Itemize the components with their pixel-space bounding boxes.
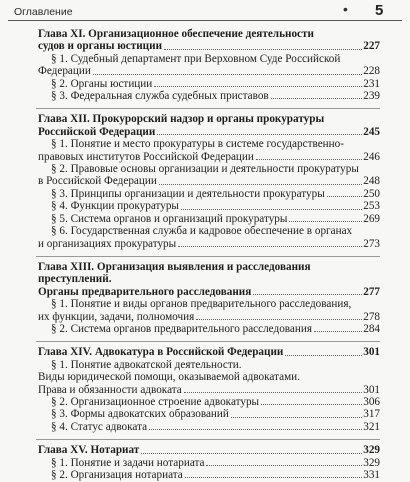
section-line (38, 323, 380, 335)
dot-leader (253, 294, 362, 295)
section-page-number: 331 (363, 469, 380, 481)
section-line (38, 469, 380, 481)
section-text-line: § 1. Понятие адвокатской деятельности. (51, 358, 242, 371)
section-page-number: 253 (363, 200, 380, 213)
dot-leader (157, 134, 362, 135)
dot-leader (164, 49, 362, 50)
chapter-title-text: Органы предварительного расследования (38, 285, 252, 298)
chapter-page-number: 277 (363, 285, 380, 298)
chapter-block (38, 346, 380, 433)
toc-entry[interactable] (38, 359, 380, 396)
section-page-number: 306 (363, 395, 380, 408)
dot-leader (314, 331, 362, 332)
section-line (38, 90, 380, 102)
chapter-title-text: Глава XV. Нотариат (38, 444, 140, 457)
chapter-separator (36, 108, 380, 109)
toc-entry[interactable] (38, 298, 380, 323)
section-title: § 2. Система органов предварительного расследования (51, 322, 313, 335)
toc-entry[interactable] (38, 90, 380, 102)
page-header (0, 0, 410, 22)
toc-entry[interactable] (38, 53, 380, 78)
section-page-number: 269 (363, 212, 380, 225)
section-text-line: в Российской Федерации (38, 175, 157, 188)
section-last-line (38, 151, 380, 163)
section-title: § 3. Формы адвокатских образований (51, 408, 229, 421)
chapter-page-number: 329 (363, 444, 380, 457)
toc-entry[interactable] (38, 163, 380, 188)
section-last-line (38, 65, 380, 77)
section-last-line (38, 384, 380, 396)
dot-leader (141, 453, 362, 454)
toc-entry[interactable] (38, 188, 380, 200)
section-page-number: 301 (363, 383, 380, 396)
section-page-number: 321 (363, 420, 380, 433)
section-title: § 2. Организация нотариата (51, 469, 183, 481)
chapter-separator (36, 256, 380, 257)
section-text-line: Права и обязанности адвоката (38, 383, 182, 396)
section-text-line: § 2. Правовые основы организации и деятельности прокуратуры (51, 163, 359, 176)
chapter-separator (36, 341, 380, 342)
section-page-number: 250 (363, 187, 380, 200)
section-text-line: § 1. Понятие и место прокуратуры в системе государственно- (51, 138, 344, 151)
section-title: § 3. Принципы организации и деятельности прокуратуры (51, 187, 325, 200)
section-line (38, 408, 380, 420)
dot-leader (149, 429, 362, 430)
section-page-number: 278 (363, 310, 380, 323)
section-page-number: 228 (363, 65, 380, 78)
section-page-number: 284 (363, 322, 380, 335)
dot-leader (181, 209, 362, 210)
chapter-title[interactable] (38, 40, 380, 52)
toc-entry[interactable] (38, 408, 380, 420)
chapter-title-line: Глава XI. Организационное обеспечение деятельности (38, 28, 314, 40)
chapter-title-text: Глава XIV. Адвокатура в Российской Федерации (38, 346, 284, 359)
section-line (38, 188, 380, 200)
chapter-title[interactable] (38, 346, 380, 358)
section-text-line: правовых институтов Российской Федерации (38, 150, 254, 163)
section-title: § 2. Организационное строение адвокатуры (51, 395, 260, 408)
section-line (38, 396, 380, 408)
section-last-line (38, 175, 380, 187)
toc-entry[interactable] (38, 469, 380, 481)
chapter-title-text: судов и органы юстиции (38, 40, 163, 53)
section-line (38, 457, 380, 469)
toc-entry[interactable] (38, 396, 380, 408)
toc-entry[interactable] (38, 213, 380, 225)
chapter-page-number: 227 (363, 40, 380, 53)
section-last-line (38, 311, 380, 323)
section-title: § 5. Система органов и организаций прокуратуры (51, 212, 288, 225)
chapter-title[interactable] (38, 286, 380, 298)
dot-leader (289, 221, 362, 222)
chapter-block (38, 444, 380, 481)
section-text-line: их функции, задачи, полномочия (38, 310, 195, 323)
chapter-page-number: 301 (363, 346, 380, 359)
chapter-title[interactable] (38, 126, 380, 138)
chapter-block (38, 28, 380, 102)
dot-leader (231, 417, 362, 418)
chapter-block (38, 261, 380, 335)
dot-leader (185, 477, 362, 478)
dot-leader (184, 392, 362, 393)
chapter-page-number: 245 (363, 125, 380, 138)
section-text-line: § 1. Судебный департамент при Верховном Суде Российской (51, 52, 341, 65)
chapter-title-line: Глава XIII. Организация выявления и расследования преступлений. (38, 260, 311, 286)
section-last-line (38, 238, 380, 250)
toc-entry[interactable] (38, 323, 380, 335)
dot-leader (271, 98, 363, 99)
section-page-number: 317 (363, 408, 380, 421)
section-line (38, 78, 380, 90)
section-page-number: 246 (363, 150, 380, 163)
toc-entry[interactable] (38, 78, 380, 90)
chapter-title-text: Российской Федерации (38, 125, 156, 138)
table-of-contents (38, 28, 380, 481)
toc-entry[interactable] (38, 457, 380, 469)
toc-entry[interactable] (38, 225, 380, 250)
running-title: Оглавление (14, 6, 73, 18)
dot-leader (196, 319, 362, 320)
dot-leader (93, 74, 362, 75)
header-bullet: • (343, 1, 348, 17)
chapter-separator (36, 439, 380, 440)
chapter-title[interactable] (38, 444, 380, 456)
dot-leader (159, 184, 362, 185)
section-title: § 3. Федеральная служба судебных приставов (51, 90, 269, 103)
section-line (38, 213, 380, 225)
section-page-number: 273 (363, 237, 380, 250)
chapter-title-line: Глава XII. Прокурорский надзор и органы прокуратуры (38, 113, 325, 126)
section-text-line: Федерации (38, 65, 91, 78)
section-title: § 4. Статус адвоката (51, 420, 148, 433)
dot-leader (261, 404, 362, 405)
section-title: § 4. Функции прокуратуры (51, 200, 179, 213)
section-page-number: 239 (363, 90, 380, 103)
dot-leader (178, 246, 362, 247)
toc-entry[interactable] (38, 200, 380, 212)
toc-entry[interactable] (38, 138, 380, 163)
toc-entry[interactable] (38, 421, 380, 433)
dot-leader (327, 196, 362, 197)
section-page-number: 329 (363, 456, 380, 469)
section-title: § 1. Понятие и задачи нотариата (51, 456, 205, 469)
chapter-block (38, 113, 380, 249)
section-page-number: 231 (363, 77, 380, 90)
dot-leader (206, 465, 362, 466)
section-page-number: 248 (363, 175, 380, 188)
page-number: 5 (375, 2, 384, 19)
section-text-line: Виды юридической помощи, оказываемой адвокатами. (38, 371, 300, 384)
section-text-line: и организациях прокуратуры (38, 237, 177, 250)
section-text-line: § 6. Государственная служба и кадровое обеспечение в органах (51, 225, 353, 238)
dot-leader (154, 86, 362, 87)
header-rule (8, 20, 402, 21)
section-line (38, 200, 380, 212)
dot-leader (256, 159, 362, 160)
section-text-line: § 1. Понятие и виды органов предварительного расследования, (51, 298, 352, 311)
section-line (38, 421, 380, 433)
dot-leader (285, 355, 362, 356)
section-title: § 2. Органы юстиции (51, 77, 153, 90)
